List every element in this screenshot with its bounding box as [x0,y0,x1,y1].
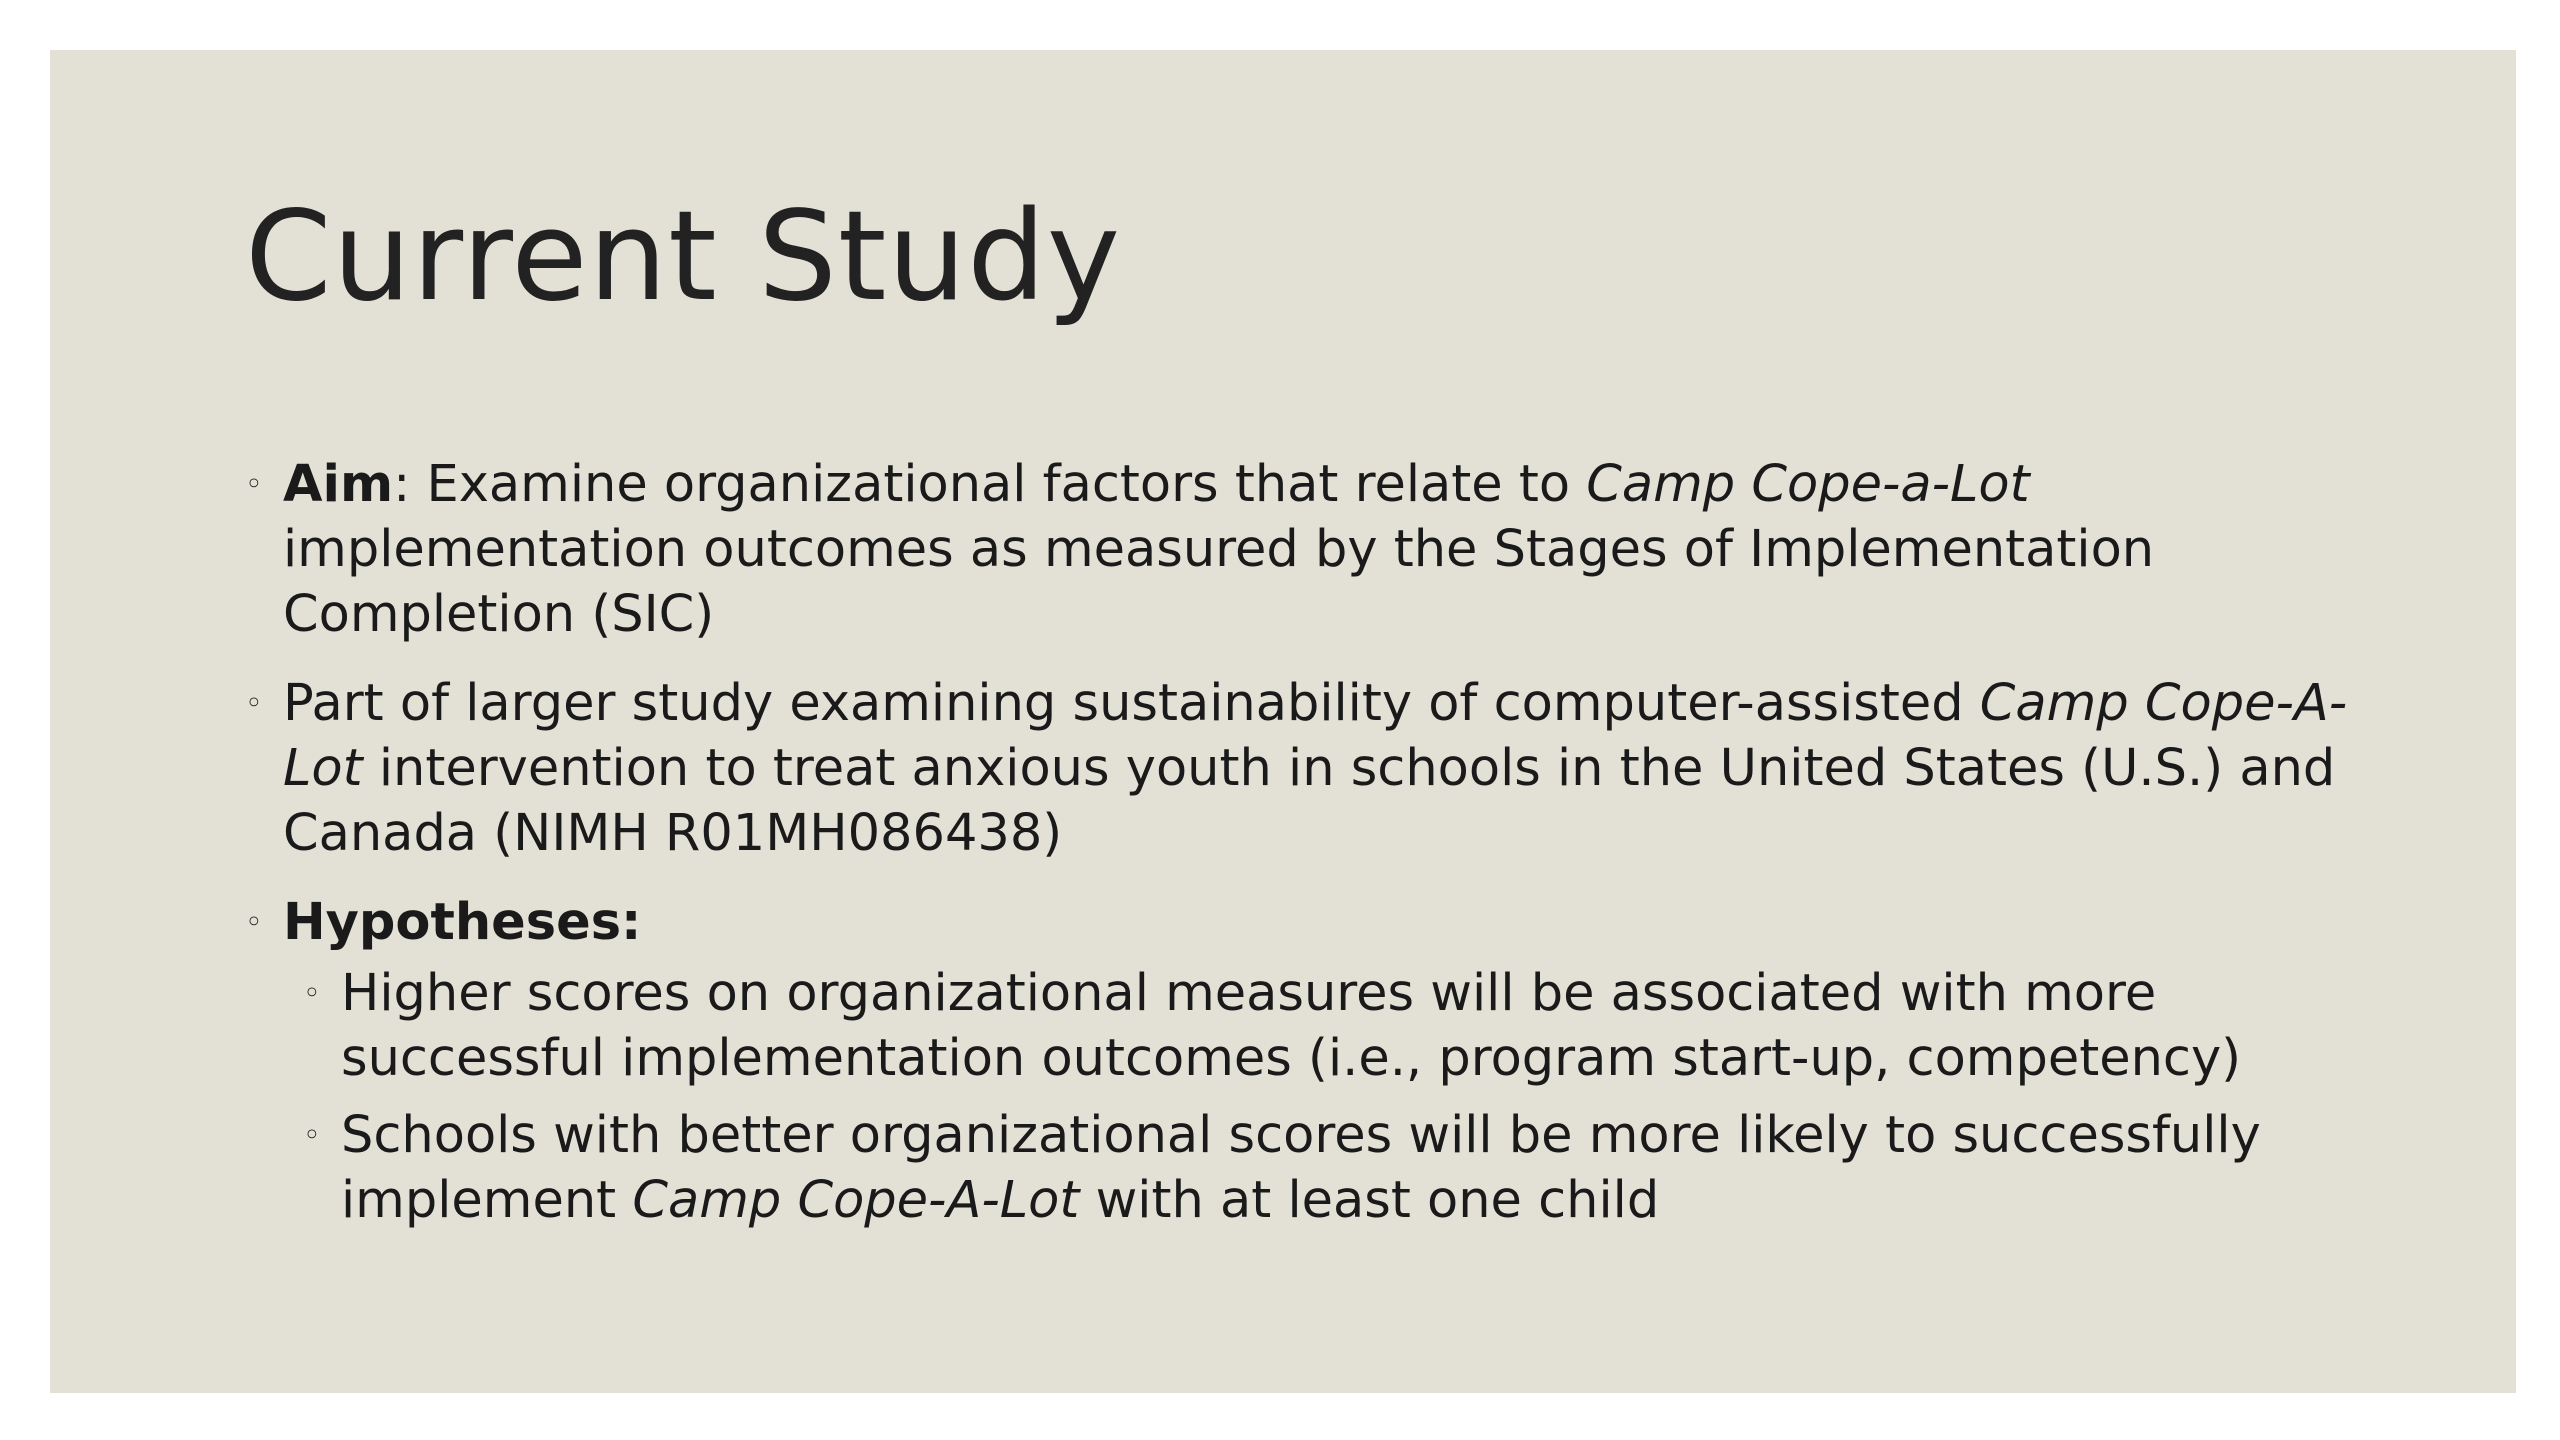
hypotheses-label: Hypotheses: [283,893,642,952]
hypothesis-1-text: Higher scores on organizational measures will be associated with more successful implementation outcomes (i.e., program start-up, competency) [341,964,2242,1088]
bullet-larger-study [245,671,2405,866]
part-text-b: intervention to treat anxious youth in schools in the United States (U.S.) and Canada (NIMH R01MH086438) [283,739,2336,863]
hypothesis-2-program-name: Camp Cope-A-Lot [632,1171,1080,1230]
bullet-icon: ◦ [245,905,263,940]
aim-text-b: implementation outcomes as measured by the Stages of Implementation Completion (SIC) [283,520,2155,644]
hypothesis-2-text-a: Schools with better organizational scores will be more likely to successfully implement [341,1106,2261,1230]
bullet-icon: ◦ [245,467,263,502]
sub-bullet-hypothesis-1 [303,961,2405,1091]
sub-bullet-hypothesis-2 [303,1103,2405,1233]
part-text-a: Part of larger study examining sustainability of computer-assisted [283,674,1980,733]
aim-text-a: : Examine organizational factors that relate to [393,455,1587,514]
sub-bullet-icon: ◦ [303,976,321,1011]
bullet-hypotheses [245,890,2405,955]
part-program-name: Camp Cope-A-Lot [283,674,2348,798]
aim-program-name: Camp Cope-a-Lot [1586,455,2030,514]
bullet-icon: ◦ [245,686,263,721]
slide-title: Current Study [245,185,1122,329]
slide-content [245,452,2405,1245]
slide [50,50,2516,1393]
aim-label: Aim [283,455,394,514]
hypothesis-2-text-b: with at least one child [1079,1171,1660,1230]
sub-bullet-icon: ◦ [303,1118,321,1153]
bullet-aim [245,452,2405,647]
